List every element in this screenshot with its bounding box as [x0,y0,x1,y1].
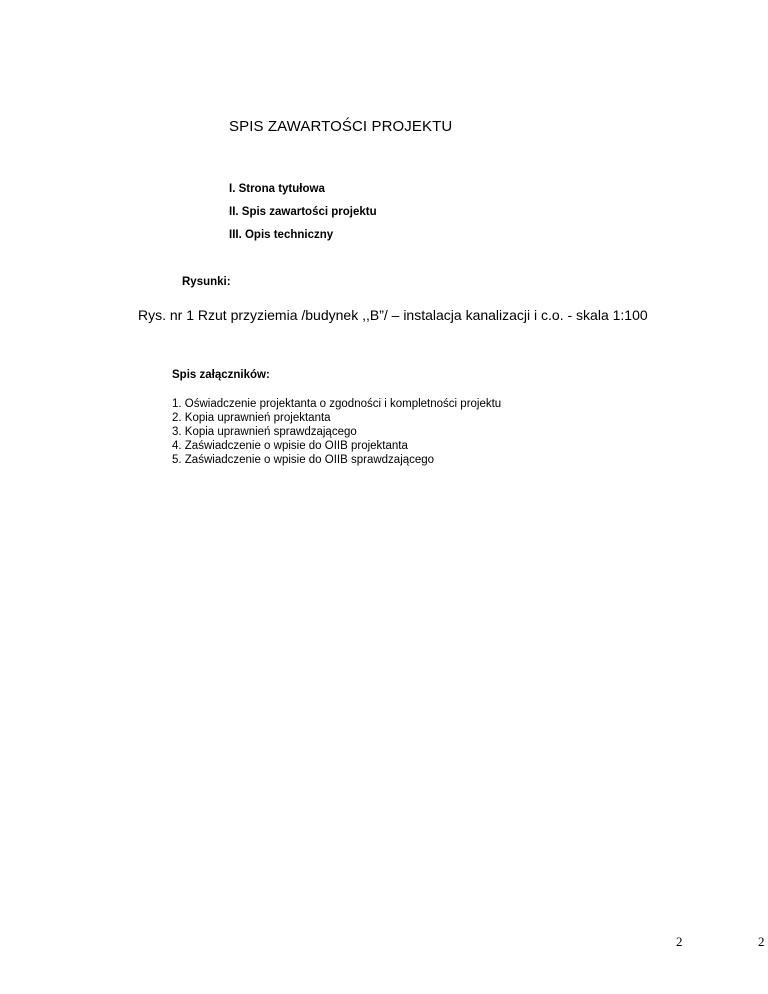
contents-section-list [229,178,377,247]
drawing-item: Rys. nr 1 Rzut przyziemia /budynek ,,B”/ – instalacja kanalizacji i c.o. - skala 1:100 [138,307,648,323]
attachment-item: 3. Kopia uprawnień sprawdzającego [172,426,357,438]
section-item: I. Strona tytułowa [229,183,325,195]
drawings-heading: Rysunki: [182,276,231,288]
document-title: SPIS ZAWARTOŚCI PROJEKTU [229,118,453,135]
page-number: 2 [676,934,683,949]
attachment-item: 2. Kopia uprawnień projektanta [172,412,331,424]
section-item: III. Opis techniczny [229,229,334,241]
attachment-item: 5. Zaświadczenie o wpisie do OIIB sprawdzającego [172,454,435,466]
attachment-item: 4. Zaświadczenie o wpisie do OIIB projektanta [172,440,408,452]
attachments-heading: Spis załączników: [172,369,270,381]
attachments-list [172,397,501,467]
attachment-item: 1. Oświadczenie projektanta o zgodności i kompletności projektu [172,398,502,410]
section-item: II. Spis zawartości projektu [229,206,377,218]
page-number-margin: 2 [758,934,765,949]
